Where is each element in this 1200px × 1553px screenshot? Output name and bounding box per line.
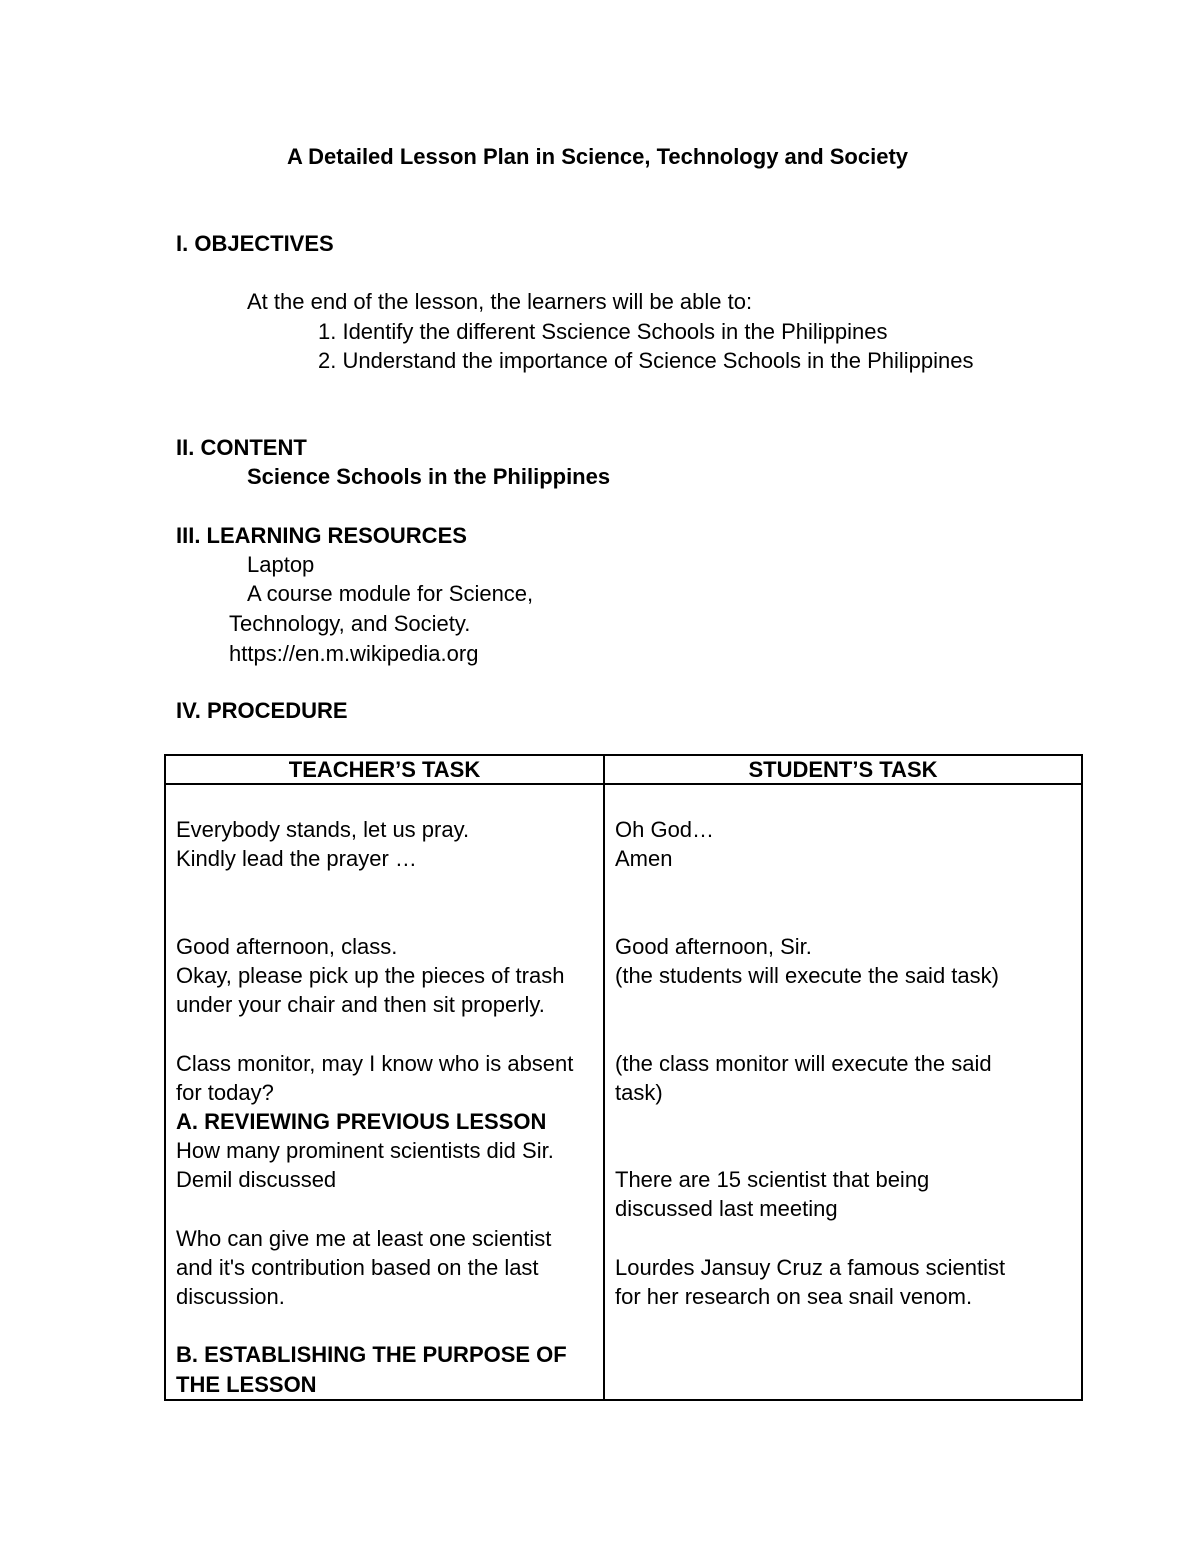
section-b-heading: THE LESSON: [176, 1371, 317, 1397]
procedure-table: [164, 754, 1083, 1401]
student-line: Good afternoon, Sir.: [615, 933, 812, 959]
resource-item: A course module for Science,: [247, 581, 534, 606]
student-line: Lourdes Jansuy Cruz a famous scientist: [615, 1254, 1006, 1280]
procedure-heading: IV. PROCEDURE: [176, 698, 348, 723]
teacher-line: under your chair and then sit properly.: [176, 992, 545, 1018]
resource-link[interactable]: https://en.m.wikipedia.org: [229, 641, 479, 666]
page-title: A Detailed Lesson Plan in Science, Technology and Society: [286, 144, 909, 169]
teacher-line: Okay, please pick up the pieces of trash: [176, 962, 565, 988]
student-line: for her research on sea snail venom.: [615, 1284, 973, 1309]
student-task-cell: [604, 784, 1082, 1400]
teacher-line: and it's contribution based on the last: [176, 1254, 539, 1280]
student-line: Oh God…: [615, 817, 715, 842]
student-line: (the class monitor will execute the said: [615, 1050, 992, 1076]
student-line: There are 15 scientist that being: [615, 1167, 930, 1193]
teacher-line: for today?: [176, 1079, 274, 1105]
student-task-header: STUDENT’S TASK: [604, 755, 1082, 784]
section-a-heading: A. REVIEWING PREVIOUS LESSON: [176, 1108, 547, 1134]
teacher-task-header: TEACHER’S TASK: [165, 755, 604, 784]
teacher-line: Good afternoon, class.: [176, 933, 398, 959]
teacher-line: Demil discussed: [176, 1167, 337, 1193]
resource-item: Technology, and Society.: [229, 611, 471, 636]
table-header-row: [165, 755, 1082, 784]
content-topic: Science Schools in the Philippines: [247, 464, 611, 489]
teacher-line: Who can give me at least one scientist: [176, 1225, 552, 1251]
teacher-line: Class monitor, may I know who is absent: [176, 1050, 574, 1076]
teacher-line: Kindly lead the prayer …: [176, 846, 417, 872]
table-row: [165, 784, 1082, 1400]
objective-item: 2. Understand the importance of Science Schools in the Philippines: [318, 348, 974, 373]
objectives-heading: I. OBJECTIVES: [176, 231, 334, 256]
objective-item: 1. Identify the different Sscience Schools in the Philippines: [318, 319, 888, 344]
section-b-heading: B. ESTABLISHING THE PURPOSE OF: [176, 1342, 567, 1368]
student-line: discussed last meeting: [615, 1196, 838, 1222]
student-line: (the students will execute the said task): [615, 962, 999, 988]
teacher-line: Everybody stands, let us pray.: [176, 817, 470, 842]
teacher-line: discussion.: [176, 1284, 285, 1309]
resource-item: Laptop: [247, 552, 315, 577]
teacher-task-cell: [165, 784, 604, 1400]
student-line: task): [615, 1079, 663, 1105]
teacher-line: How many prominent scientists did Sir.: [176, 1138, 554, 1164]
resources-heading: III. LEARNING RESOURCES: [176, 523, 467, 548]
student-line: Amen: [615, 846, 673, 872]
content-heading: II. CONTENT: [176, 435, 307, 460]
objectives-intro: At the end of the lesson, the learners will be able to:: [247, 289, 753, 314]
